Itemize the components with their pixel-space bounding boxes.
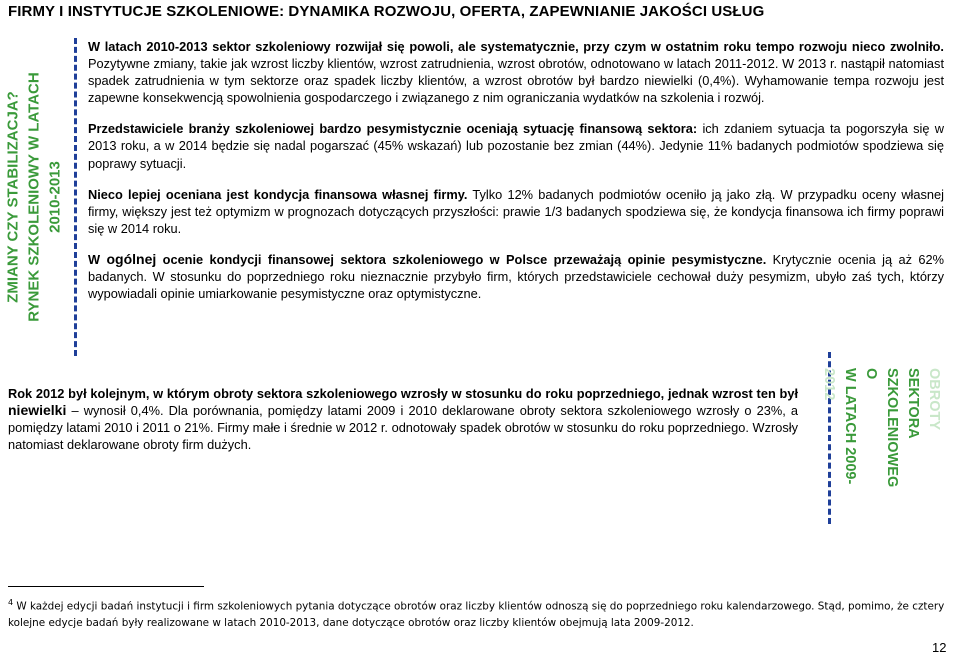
lower-text: – wynosił 0,4%. Dla porównania, pomiędzy latami 2009 i 2010 deklarowane obroty sektora szkoleniowego wzrosły o 23%, a pomiędzy latami 2010 i 2011 o 21%. Firmy małe i średnie w 2012 r. odnotowały spadek obrotów w stosunku do roku poprzedniego. Wzrosły natomiast deklarowane obroty firm dużych. xyxy=(8,403,798,453)
paragraph-4-text: Krytycznie ocenia ją aż 62% badanych. W stosunku do poprzedniego roku nieznacznie przybyło firm, których przedstawiciele cechował duży pesymizm, ubyło zaś tych, którzy wypowiadali opinie umiarkowanie pesymistyczne oraz optymistyczne. xyxy=(88,251,944,302)
dashed-divider-left xyxy=(74,38,77,356)
lower-bold: Rok 2012 był kolejnym, w którym obroty sektora szkoleniowego wzrosły w stosunku do roku poprzedniego, jednak wzrost ten był xyxy=(8,386,798,401)
paragraph-4 xyxy=(88,251,944,302)
side-label-left xyxy=(2,41,66,353)
side-label-right-faded: OBROTY xyxy=(926,368,942,431)
paragraph-2-text: ich zdaniem sytuacja ta pogorszyła się w 2013 roku, a w 2014 będzie się nadal pogarszać (45% wskazań) lub pozostanie bez zmian (44%). Jedynie 11% badanych podmiotów spodziewa się poprawy sytuacji. xyxy=(88,121,945,171)
footnote-rule xyxy=(8,586,204,587)
footnote-number: 4 xyxy=(8,598,14,607)
side-label-right-line: W LATACH 2009- xyxy=(842,368,858,485)
paragraph-3 xyxy=(88,186,944,237)
page-title: FIRMY I INSTYTUCJE SZKOLENIOWE: DYNAMIKA ROZWOJU, OFERTA, ZAPEWNIANIE JAKOŚCI USŁUG xyxy=(8,3,765,20)
paragraph-2-bold: Przedstawiciele branży szkoleniowej bardzo pesymistycznie oceniają sytuację finansową sektora: xyxy=(88,121,698,137)
lower-paragraph xyxy=(8,385,798,453)
paragraph-3-bold: Nieco lepiej oceniana jest kondycja finansowa własnej firmy. xyxy=(88,186,468,202)
side-label-line: ZMIANY CZY STABILIZACJA? xyxy=(4,91,22,303)
side-label-right-line: SEKTORA xyxy=(905,368,921,439)
footnote-text: W każdej edycji badań instytucji i firm szkoleniowych pytania dotyczące obrotów oraz liczby klientów odnoszą się do poprzedniego roku kalendarzowego. Stąd, pomimo, że cztery kolejne edycje badań były realizowane w latach 2010-2013, dane dotyczące obrotów oraz liczby klientów obejmują lata 2009-2012. xyxy=(8,600,945,630)
paragraph-4-ogolnej: ogólnej xyxy=(106,250,157,267)
paragraph-1-bold: W latach 2010-2013 sektor szkoleniowy rozwijał się powoli, ale systematycznie, przy czym w ostatnim roku tempo rozwoju nieco zwolniło. xyxy=(88,39,944,54)
lower-bold-word: niewielki xyxy=(8,402,67,419)
paragraph-4-bold: kondycji finansowej sektora szkoleniowego w Polsce przeważają opinie pesymistyczne. xyxy=(203,251,767,267)
paragraph-1-text: Pozytywne zmiany, takie jak wzrost liczby klientów, wzrost zatrudnienia, wzrost obrotów, odnotowano w latach 2011-2012. W 2013 r. nastąpił natomiast spadek zatrudnienia w tym sektorze oraz spadek liczby klientów, a wzrost obrotów był bardzo niewielki (0,4%). Wyhamowanie tempa rozwoju jest zapewne konsekwencją spowolnienia gospodarczego i związanego z nim ograniczania wydatków na szkolenia i rozwój. xyxy=(88,56,944,106)
paragraph-4-ocenie: ocenie xyxy=(156,251,204,267)
main-text-block xyxy=(88,38,944,316)
side-label-line: RYNEK SZKOLENIOWY W LATACH xyxy=(25,72,43,322)
page-number: 12 xyxy=(932,640,947,655)
paragraph-1 xyxy=(88,38,944,106)
lower-text-block xyxy=(8,385,798,453)
side-label-right-line: O xyxy=(863,368,879,380)
paragraph-4-w: W xyxy=(88,251,107,267)
footnote xyxy=(8,594,948,632)
paragraph-3-text: Tylko 12% badanych podmiotów ocenił​o ją jako złą. W przypadku oceny własnej firmy, większy jest też optymizm w prognozach dotyczących przyszłości: prawie 1/3 badanych spodziewa się, że kondycja finansowa ich firmy poprawi się w 2014 roku. xyxy=(88,186,944,236)
side-label-right xyxy=(821,368,944,518)
side-label-right-line: 2012 xyxy=(821,368,837,401)
paragraph-2 xyxy=(88,120,944,171)
side-label-right-line: SZKOLENIOWEG xyxy=(884,368,900,488)
side-label-line: 2010-2013 xyxy=(46,161,64,233)
